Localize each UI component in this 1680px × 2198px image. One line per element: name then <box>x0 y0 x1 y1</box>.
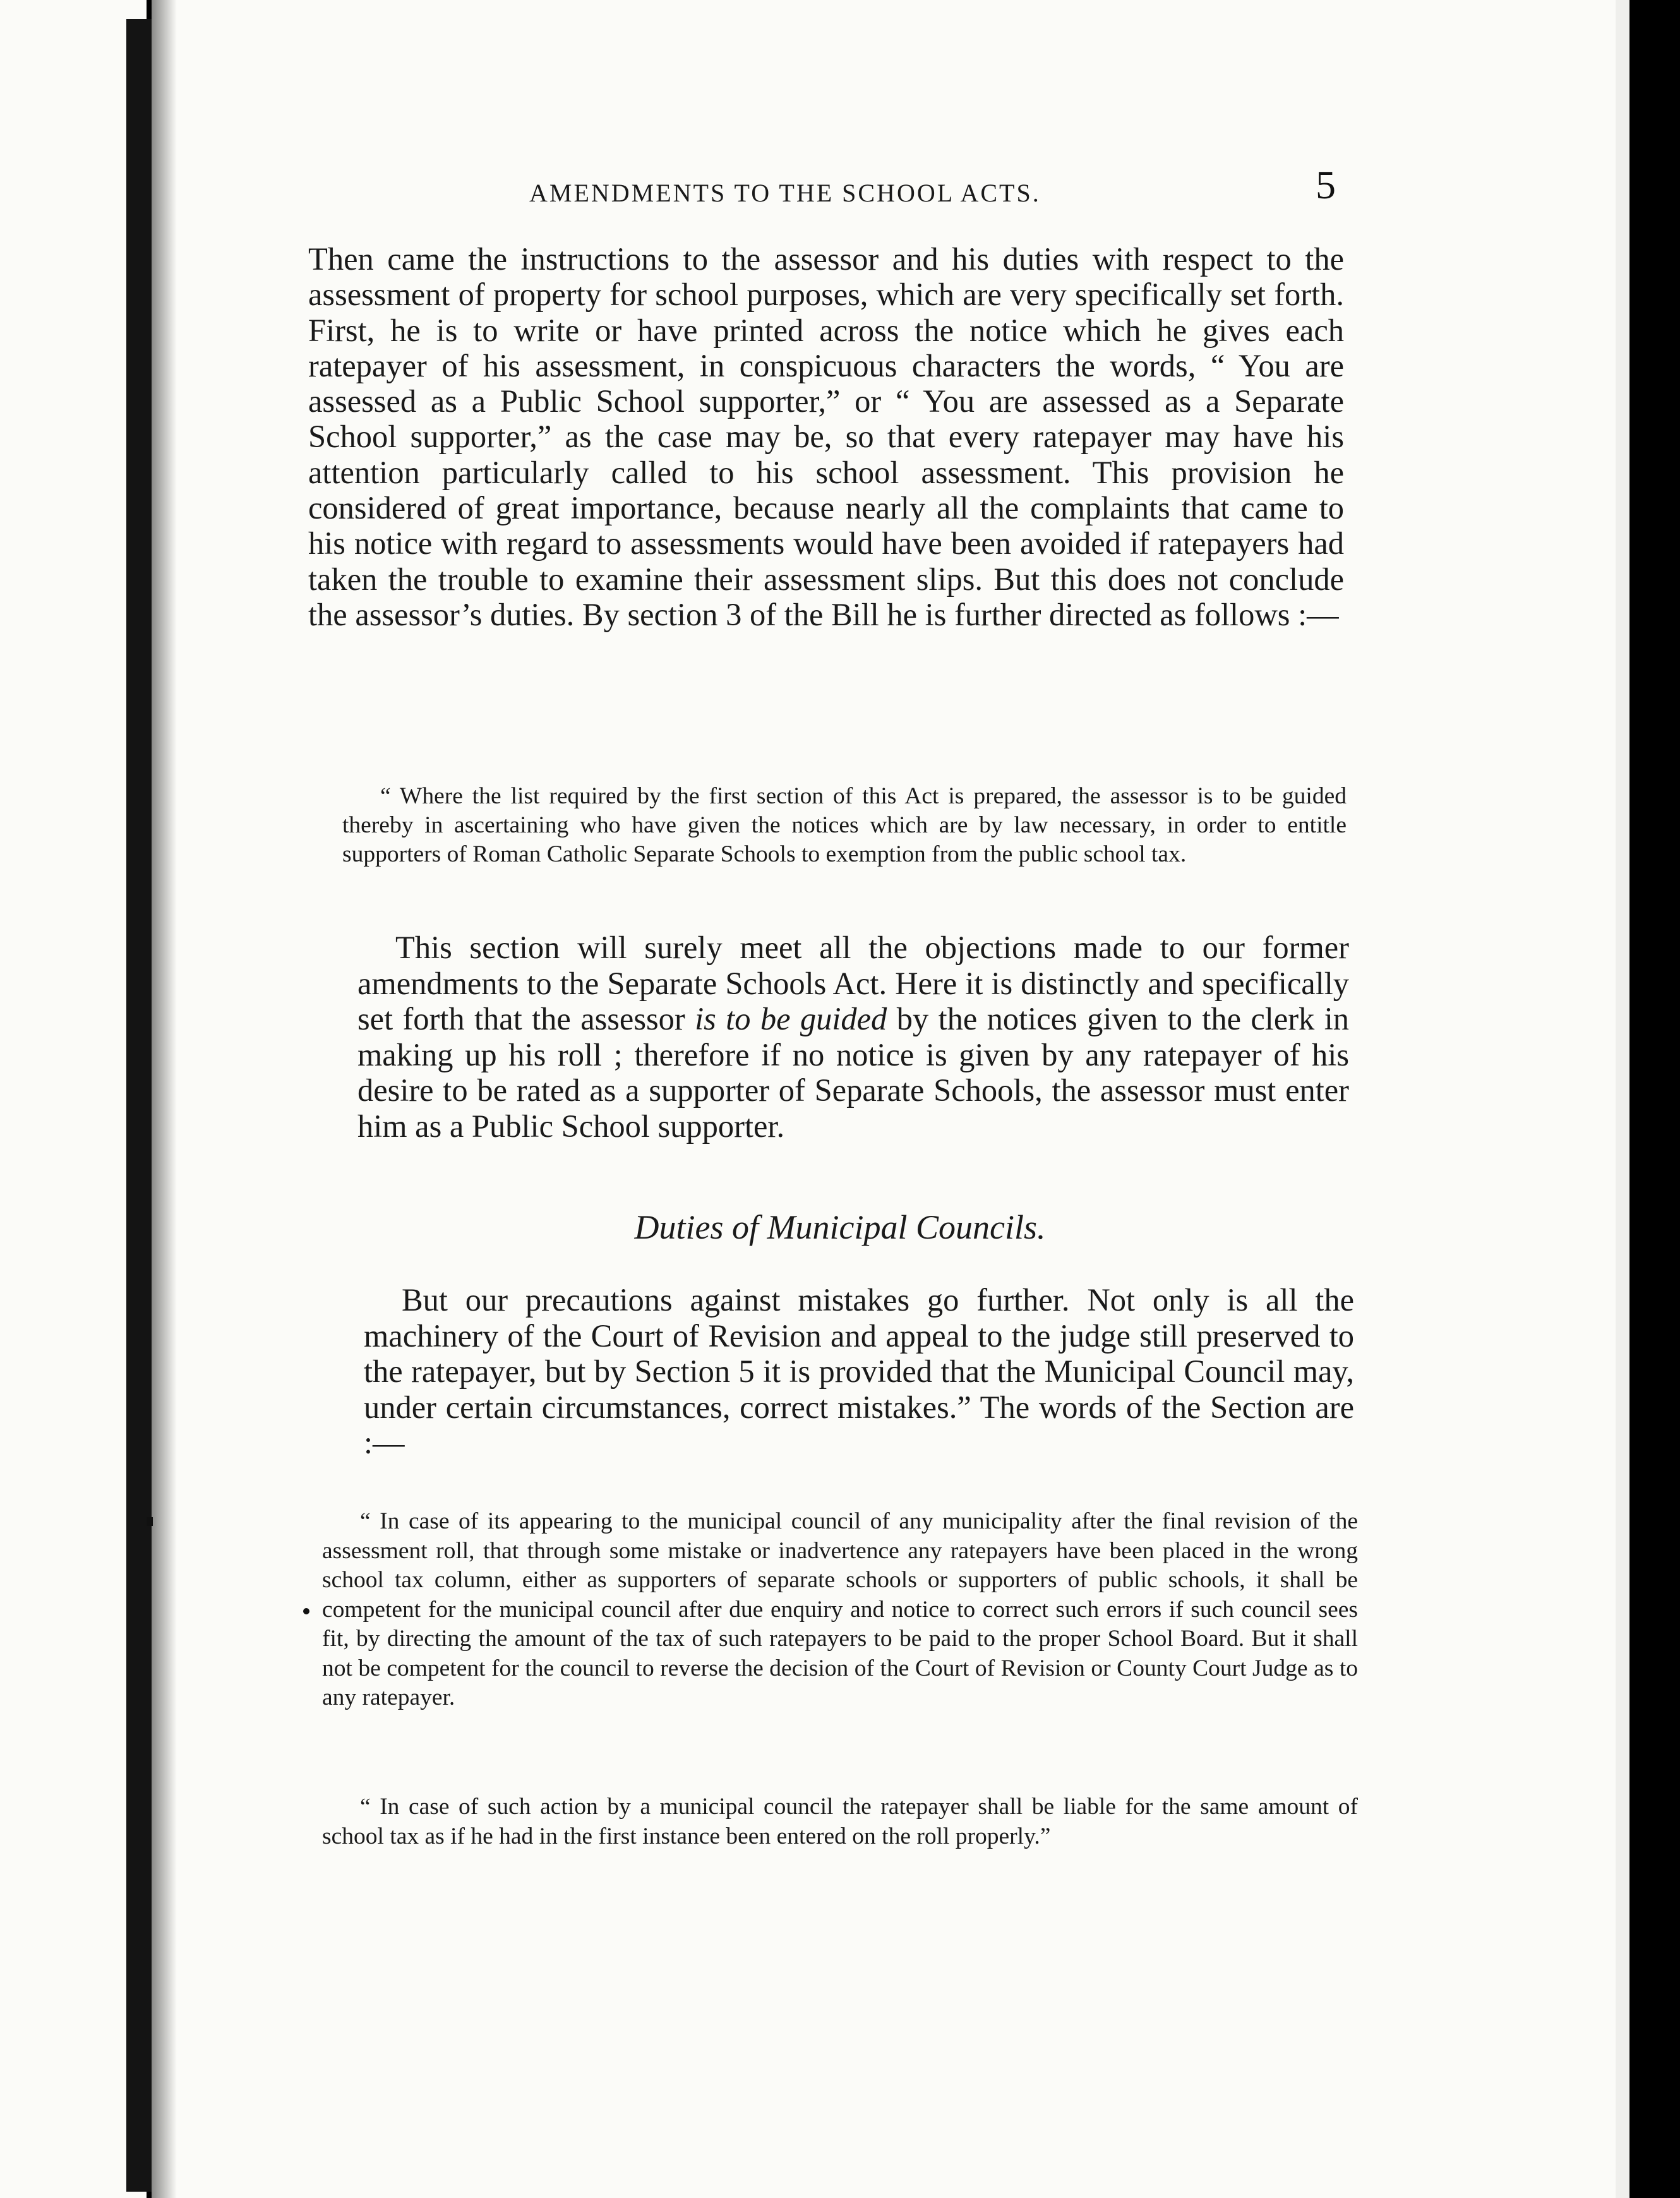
paragraph-2-text-a: This section will surely meet all the objections made to our former amendments to the Separate Schools Act. Here it is distinctly and specifically set forth that the assessor <box>357 930 1349 1036</box>
margin-mark <box>147 1517 153 1526</box>
running-header: AMENDMENTS TO THE SCHOOL ACTS. <box>529 179 1041 207</box>
section-heading: Duties of Municipal Councils. <box>634 1208 1046 1246</box>
body-paragraph-1: Then came the instructions to the assessor and his duties with respect to the assessment of property for school purposes, which are very specifically set forth. First, he is to write or have printed across the notice which he gives each ratepayer of his assessment, in conspicuous characters the words, “ You are assessed as a Public School supporter,” or “ You are assessed as a Separate School supporter,” as the case may be, so that every ratepayer may have his attention particularly called to his school assessment. This provision he considered of great importance, because nearly all the complaints that came to his notice with regard to assessments would have been avoided if ratepayers had taken the trouble to examine their assessment slips. But this does not conclude the assessor’s duties. By section 3 of the Bill he is further directed as follows :— <box>308 241 1344 632</box>
paragraph-2-text-b: by the notices given to the clerk in making up his roll ; therefore if no notice is given by any ratepayer of his desire to be rated as a supporter of Separate Schools, the assessor must enter him as a Public School supporter. <box>357 1001 1349 1144</box>
body-paragraph-3: But our precautions against mistakes go further. Not only is all the machinery of the Court of Revision and appeal to the judge still preserved to the ratepayer, but by Section 5 it is provided that the Municipal Council may, under certain circumstances, correct mistakes.” The words of the Section are :— <box>364 1282 1354 1460</box>
block-quote-2: “ In case of its appearing to the municipal council of any municipality after the final revision of the assessment roll, that through some mistake or inadvertence any ratepayers have been placed in the wrong school tax column, either as supporters of separate schools or supporters of public schools, it shall be competent for the municipal council after due enquiry and notice to correct such errors if such council sees fit, by directing the amount of the tax of such ratepayers to be paid to the proper School Board. But it shall not be competent for the council to reverse the decision of the Court of Revision or County Court Judge as to any ratepayer. <box>322 1508 1358 1710</box>
block-quote-1: “ Where the list required by the first section of this Act is prepared, the assessor is to be guided thereby in ascertaining who have given the notices which are by law necessary, in order to entitle supporters of Roman Catholic Separate Schools to exemption from the public school tax. <box>342 783 1347 867</box>
page-edge <box>1616 0 1629 2198</box>
body-paragraph-2 <box>357 930 1349 1144</box>
book-spine <box>126 19 152 2192</box>
page-number: 5 <box>1316 162 1336 207</box>
margin-bullet <box>303 1608 309 1614</box>
gutter-shadow <box>152 0 177 2198</box>
block-quote-3: “ In case of such action by a municipal council the ratepayer shall be liable for the same amount of school tax as if he had in the first instance been entered on the roll properly.” <box>322 1794 1358 1849</box>
paragraph-2-emphasis: is to be guided <box>695 1001 887 1036</box>
facing-page-edge <box>0 0 147 2198</box>
scan-border <box>1629 0 1680 2198</box>
